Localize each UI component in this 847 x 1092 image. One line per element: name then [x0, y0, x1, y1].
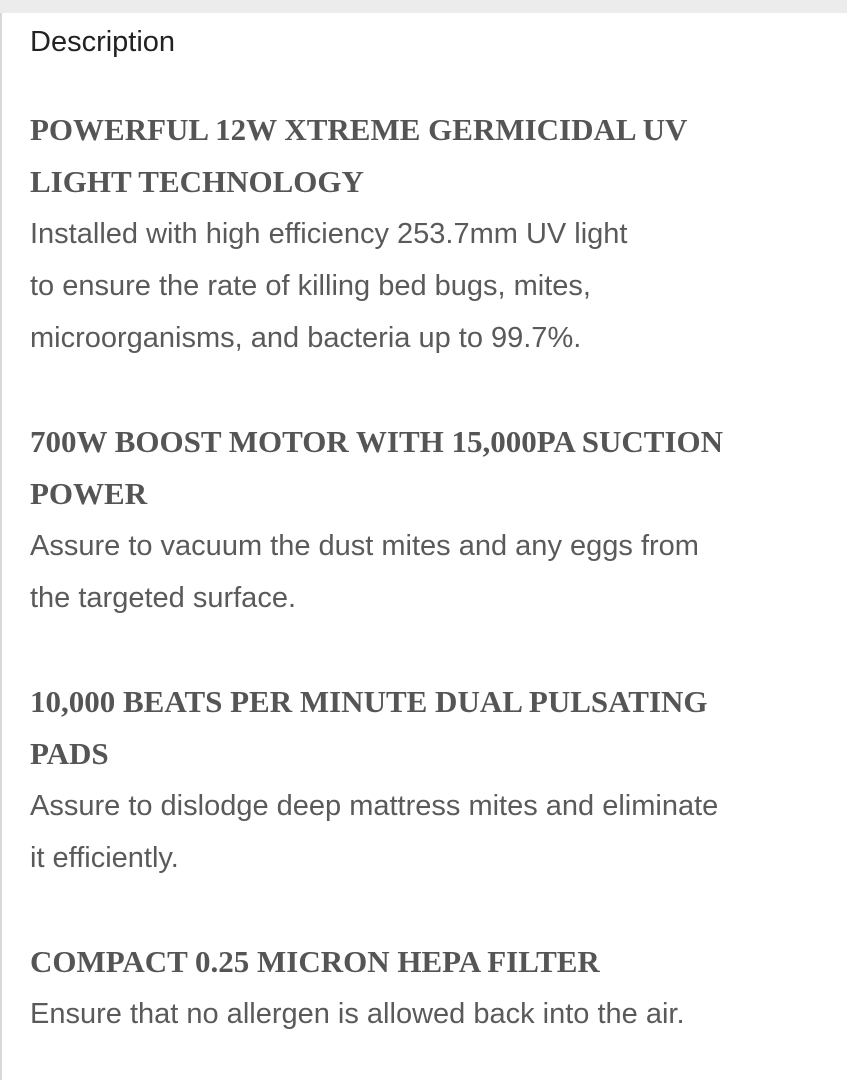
top-divider [0, 0, 847, 13]
feature-hepa-filter [30, 936, 847, 1040]
feature-heading: POWERFUL 12W XTREME GERMICIDAL UV [30, 112, 688, 147]
feature-text: the targeted surface. [30, 582, 296, 614]
feature-pulsating-pads [30, 676, 847, 884]
feature-text: Assure to vacuum the dust mites and any eggs from [30, 530, 699, 562]
section-title: Description [30, 26, 176, 58]
feature-heading: 10,000 BEATS PER MINUTE DUAL PULSATING [30, 684, 708, 719]
feature-text: Ensure that no allergen is allowed back into the air. [30, 998, 685, 1030]
feature-text: Installed with high efficiency 253.7mm UV light [30, 218, 628, 250]
feature-heading: COMPACT 0.25 MICRON HEPA FILTER [30, 944, 600, 979]
feature-heading: PADS [30, 736, 109, 771]
feature-text: it efficiently. [30, 842, 179, 874]
description-panel [0, 13, 847, 1080]
feature-text: microorganisms, and bacteria up to 99.7%. [30, 322, 582, 354]
feature-heading: 700W BOOST MOTOR WITH 15,000PA SUCTION [30, 424, 724, 459]
feature-heading: LIGHT TECHNOLOGY [30, 164, 364, 199]
feature-motor [30, 416, 847, 624]
feature-heading: POWER [30, 476, 148, 511]
feature-text: to ensure the rate of killing bed bugs, mites, [30, 270, 591, 302]
feature-uv-light [30, 104, 847, 364]
feature-list [30, 104, 847, 1040]
description-content [30, 16, 847, 1092]
feature-text: Assure to dislodge deep mattress mites and eliminate [30, 790, 719, 822]
